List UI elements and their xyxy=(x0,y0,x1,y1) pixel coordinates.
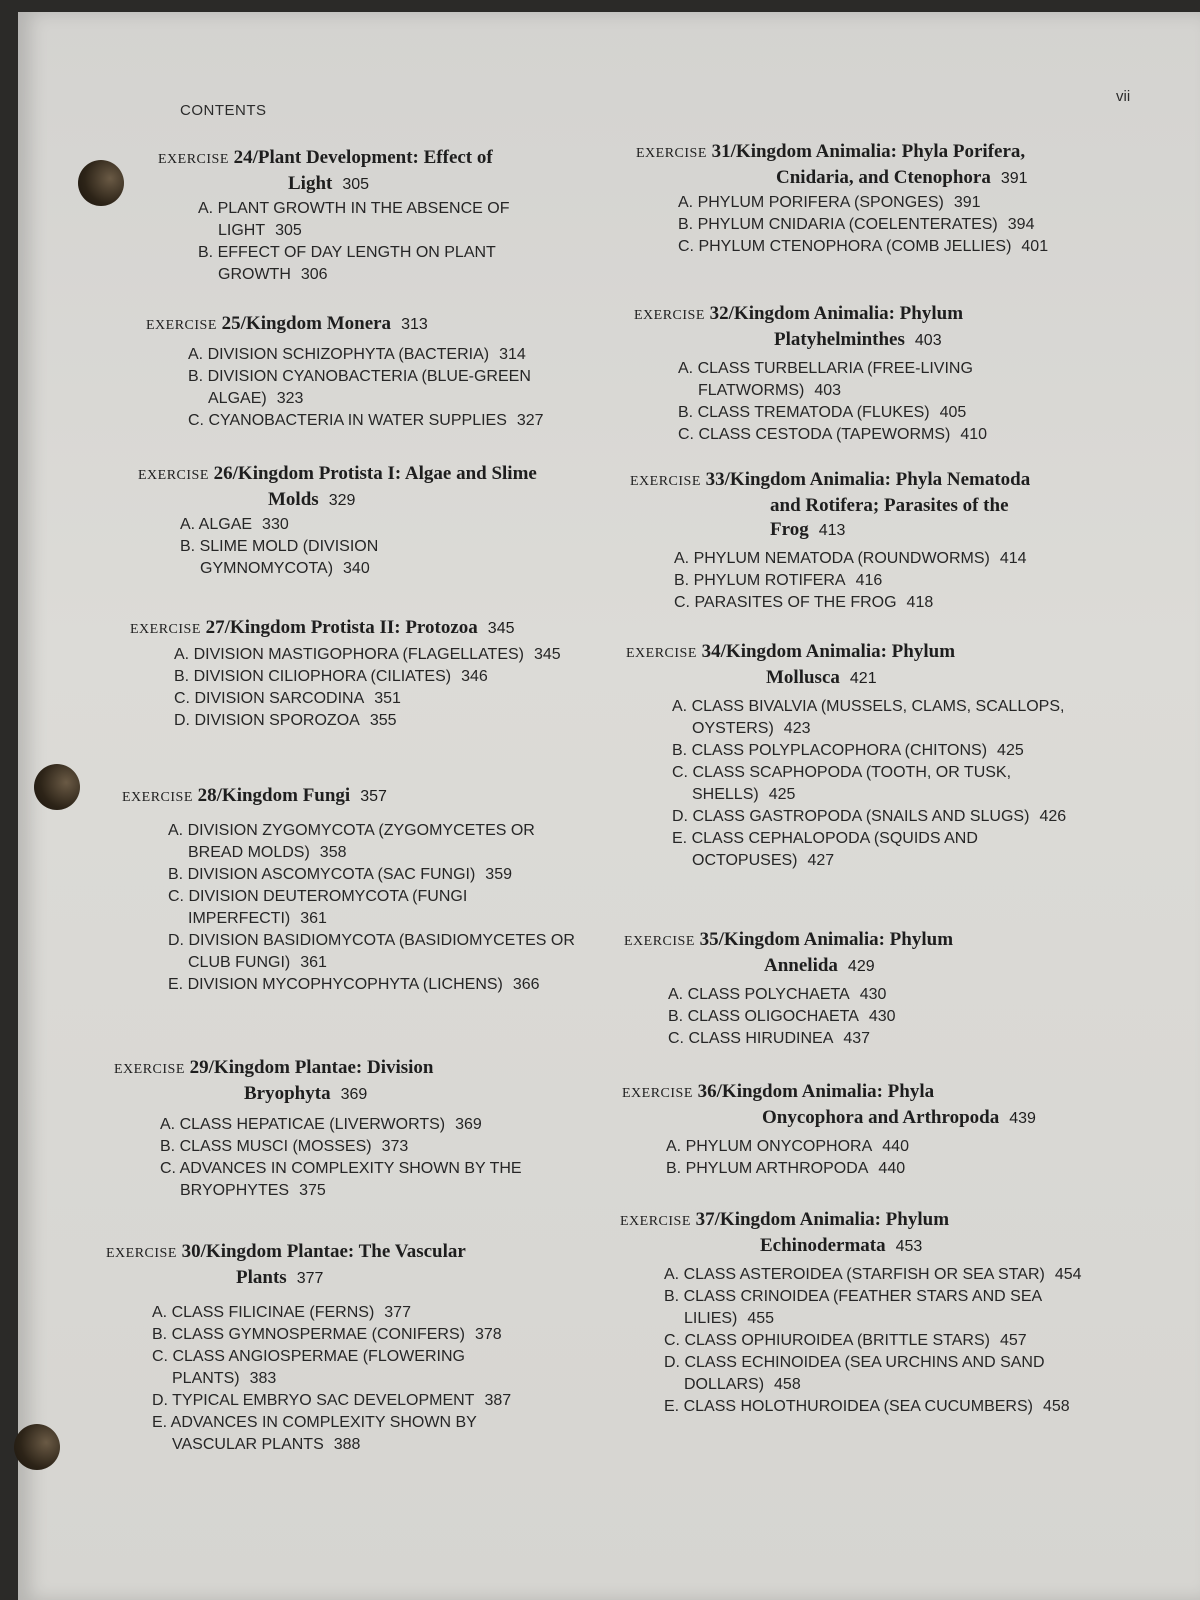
exercise-entries xyxy=(152,1302,552,1456)
binding-hole-bottom xyxy=(14,1424,60,1470)
entry-text: B. PHYLUM ROTIFERA xyxy=(674,572,846,589)
contents-entry xyxy=(188,344,598,366)
entry-page: 440 xyxy=(882,1138,909,1155)
contents-entry xyxy=(664,1352,1104,1396)
entry-page: 416 xyxy=(855,572,883,589)
entry-text: B. CLASS OLIGOCHAETA xyxy=(668,1008,859,1025)
exercise-entries xyxy=(188,344,598,432)
contents-entry xyxy=(672,740,1112,762)
entry-page: 314 xyxy=(499,346,526,363)
entry-page: 323 xyxy=(276,390,304,407)
exercise-title-continued: and Rotifera; Parasites of the xyxy=(770,495,1009,516)
contents-entry xyxy=(678,424,1098,446)
entry-page: 387 xyxy=(484,1392,512,1409)
entry-page: 305 xyxy=(275,222,302,239)
contents-entry xyxy=(678,214,1118,236)
exercise-page: 357 xyxy=(360,788,387,805)
entry-text: E. CLASS CEPHALOPODA (SQUIDS AND OCTOPUSES) xyxy=(672,830,978,869)
entry-page: 346 xyxy=(461,668,488,685)
contents-entry xyxy=(168,820,578,864)
entry-page: 414 xyxy=(999,550,1027,567)
entry-page: 373 xyxy=(381,1138,409,1155)
exercise-heading: EXERCISE 29/Kingdom Plantae: Division Bryophyta 369 xyxy=(114,1056,554,1107)
contents-entry xyxy=(160,1136,600,1158)
contents-entry xyxy=(188,366,598,410)
exercise-number: 32 xyxy=(709,303,729,324)
entry-page: 454 xyxy=(1054,1266,1082,1283)
exercise-number: 29 xyxy=(189,1057,209,1078)
exercise-label: EXERCISE xyxy=(146,318,217,333)
page-number: vii xyxy=(1116,88,1131,105)
entry-page: 388 xyxy=(333,1436,361,1453)
exercise-title-line1: Kingdom Plantae: Division xyxy=(213,1057,434,1078)
exercise-label: EXERCISE xyxy=(626,646,697,661)
entry-page: 457 xyxy=(999,1332,1027,1349)
contents-entry xyxy=(672,806,1112,828)
entry-text: A. CLASS BIVALVIA (MUSSELS, CLAMS, SCALLOPS, OYSTERS) xyxy=(672,698,1065,737)
exercise-page: 429 xyxy=(847,958,875,975)
exercise-entries xyxy=(678,358,1098,446)
contents-entry xyxy=(174,666,564,688)
contents-entry xyxy=(174,710,564,732)
entry-text: C. ADVANCES IN COMPLEXITY SHOWN BY THE BRYOPHYTES xyxy=(160,1160,522,1199)
entry-text: B. CLASS CRINOIDEA (FEATHER STARS AND SEA LILIES) xyxy=(664,1288,1042,1327)
entry-text: A. DIVISION MASTIGOPHORA (FLAGELLATES) xyxy=(174,646,524,663)
contents-entry xyxy=(152,1390,552,1412)
contents-entry xyxy=(672,762,1112,806)
contents-entry xyxy=(672,696,1112,740)
contents-entry xyxy=(174,688,564,710)
entry-page: 430 xyxy=(859,986,887,1003)
entry-page: 430 xyxy=(868,1008,896,1025)
exercise-heading: EXERCISE 31/Kingdom Animalia: Phyla Porifera, Cnidaria, and Ctenophora 391 xyxy=(636,140,1116,191)
exercise-entries xyxy=(666,1136,1066,1180)
entry-text: A. DIVISION ZYGOMYCOTA (ZYGOMYCETES OR BREAD MOLDS) xyxy=(168,822,535,861)
exercise-title-continued: Cnidaria, and Ctenophora 391 xyxy=(776,167,1028,188)
entry-text: B. DIVISION ASCOMYCOTA (SAC FUNGI) xyxy=(168,866,476,883)
exercise-title-line1: Kingdom Animalia: Phylum xyxy=(733,303,964,324)
entry-text: A. CLASS POLYCHAETA xyxy=(668,986,850,1003)
entry-page: 377 xyxy=(384,1304,411,1321)
exercise-heading: EXERCISE 25/Kingdom Monera 313 xyxy=(146,313,428,334)
exercise-entries xyxy=(160,1114,600,1202)
entry-page: 366 xyxy=(512,976,540,993)
entry-text: B. EFFECT OF DAY LENGTH ON PLANT GROWTH xyxy=(198,244,496,283)
exercise-number: 26 xyxy=(213,463,233,484)
entry-text: A. CLASS ASTEROIDEA (STARFISH OR SEA STAR) xyxy=(664,1266,1045,1283)
entry-text: B. DIVISION CYANOBACTERIA (BLUE-GREEN ALGAE) xyxy=(188,368,531,407)
contents-entry xyxy=(168,974,578,996)
contents-entry xyxy=(678,236,1118,258)
contents-entry xyxy=(198,198,578,242)
entry-text: B. PHYLUM CNIDARIA (COELENTERATES) xyxy=(678,216,998,233)
exercise-entries xyxy=(668,984,1068,1050)
exercise-number: 24 xyxy=(233,147,253,168)
exercise-heading: EXERCISE 34/Kingdom Animalia: Phylum Mollusca 421 xyxy=(626,640,1106,691)
contents-entry xyxy=(152,1346,552,1390)
exercise-heading: EXERCISE 28/Kingdom Fungi 357 xyxy=(122,785,387,806)
entry-page: 391 xyxy=(953,194,981,211)
contents-entry xyxy=(668,1028,1068,1050)
entry-text: A. ALGAE xyxy=(180,516,253,533)
exercise-heading: EXERCISE 26/Kingdom Protista I: Algae and Slime Molds 329 xyxy=(138,462,608,513)
contents-entry xyxy=(168,864,578,886)
entry-text: A. CLASS FILICINAE (FERNS) xyxy=(152,1304,375,1321)
exercise-number: 28 xyxy=(197,785,217,806)
exercise-number: 33 xyxy=(705,469,725,490)
entry-page: 427 xyxy=(807,852,835,869)
entry-page: 425 xyxy=(997,742,1024,759)
exercise-title-line1: Kingdom Plantae: The Vascular xyxy=(205,1241,466,1262)
entry-page: 425 xyxy=(768,786,796,803)
exercise-title-continued: Light 305 xyxy=(288,173,370,194)
exercise-label: EXERCISE xyxy=(624,934,695,949)
entry-text: A. PHYLUM NEMATODA (ROUNDWORMS) xyxy=(674,550,990,567)
exercise-entries xyxy=(168,820,578,996)
exercise-title-line1: Plant Development: Effect of xyxy=(257,147,493,168)
exercise-number: 30 xyxy=(181,1241,201,1262)
contents-entry xyxy=(678,402,1098,424)
exercise-number: 35 xyxy=(699,929,719,950)
exercise-title-continued: Bryophyta 369 xyxy=(244,1083,368,1104)
contents-entry xyxy=(160,1114,600,1136)
contents-entry xyxy=(152,1302,552,1324)
exercise-title-line1: Kingdom Animalia: Phyla Porifera, xyxy=(735,141,1026,162)
contents-entry xyxy=(180,514,500,536)
exercise-number: 37 xyxy=(695,1209,715,1230)
entry-text: E. CLASS HOLOTHUROIDEA (SEA CUCUMBERS) xyxy=(664,1398,1033,1415)
entry-page: 437 xyxy=(843,1030,871,1047)
entry-page: 361 xyxy=(300,910,327,927)
exercise-title-continued: Mollusca 421 xyxy=(766,667,877,688)
exercise-page: 391 xyxy=(1000,170,1028,187)
entry-page: 401 xyxy=(1021,238,1049,255)
contents-entry xyxy=(668,984,1068,1006)
exercise-heading: EXERCISE 30/Kingdom Plantae: The Vascular Plants 377 xyxy=(106,1240,546,1291)
contents-entry xyxy=(664,1396,1104,1418)
contents-entry xyxy=(198,242,578,286)
exercise-number: 25 xyxy=(221,313,241,334)
exercise-title-line1: Kingdom Monera xyxy=(245,313,392,334)
contents-entry xyxy=(664,1264,1104,1286)
contents-entry xyxy=(188,410,598,432)
exercise-entries xyxy=(674,548,1134,614)
entry-text: C. DIVISION SARCODINA xyxy=(174,690,365,707)
exercise-heading: EXERCISE 27/Kingdom Protista II: Protozoa 345 xyxy=(130,617,515,638)
exercise-label: EXERCISE xyxy=(122,790,193,805)
entry-text: D. DIVISION BASIDIOMYCOTA (BASIDIOMYCETES OR CLUB FUNGI) xyxy=(168,932,575,971)
contents-entry xyxy=(674,592,1134,614)
entry-page: 383 xyxy=(249,1370,277,1387)
exercise-page: 345 xyxy=(487,620,515,637)
entry-page: 410 xyxy=(960,426,988,443)
entry-text: E. DIVISION MYCOPHYCOPHYTA (LICHENS) xyxy=(168,976,503,993)
entry-text: C. CLASS ANGIOSPERMAE (FLOWERING PLANTS) xyxy=(152,1348,465,1387)
contents-entry xyxy=(666,1158,1066,1180)
contents-entry xyxy=(678,192,1118,214)
entry-page: 359 xyxy=(485,866,512,883)
entry-page: 403 xyxy=(814,382,842,399)
exercise-title-continued: Frog 413 xyxy=(770,519,846,540)
exercise-label: EXERCISE xyxy=(636,146,707,161)
entry-text: C. CLASS HIRUDINEA xyxy=(668,1030,834,1047)
entry-text: B. SLIME MOLD (DIVISION GYMNOMYCOTA) xyxy=(180,538,379,577)
entry-text: A. DIVISION SCHIZOPHYTA (BACTERIA) xyxy=(188,346,490,363)
running-head: CONTENTS xyxy=(180,102,267,119)
entry-page: 340 xyxy=(343,560,370,577)
exercise-title-line1: Kingdom Animalia: Phyla xyxy=(721,1081,935,1102)
entry-text: A. PHYLUM ONYCOPHORA xyxy=(666,1138,873,1155)
exercise-number: 31 xyxy=(711,141,731,162)
entry-page: 351 xyxy=(374,690,401,707)
exercise-title-line1: Kingdom Animalia: Phylum xyxy=(723,929,954,950)
contents-entry xyxy=(674,570,1134,592)
exercise-entries xyxy=(672,696,1112,872)
exercise-page: 313 xyxy=(401,316,428,333)
exercise-entries xyxy=(664,1264,1104,1418)
entry-text: A. CLASS HEPATICAE (LIVERWORTS) xyxy=(160,1116,446,1133)
entry-text: C. CLASS SCAPHOPODA (TOOTH, OR TUSK, SHELLS) xyxy=(672,764,1012,803)
exercise-title-continued: Onycophora and Arthropoda 439 xyxy=(762,1107,1036,1128)
exercise-label: EXERCISE xyxy=(158,152,229,167)
exercise-title-line1: Kingdom Protista I: Algae and Slime xyxy=(237,463,537,484)
entry-text: A. PHYLUM PORIFERA (SPONGES) xyxy=(678,194,944,211)
contents-entry xyxy=(160,1158,600,1202)
entry-page: 418 xyxy=(906,594,934,611)
binding-hole-top xyxy=(78,160,124,206)
entry-text: C. DIVISION DEUTEROMYCOTA (FUNGI IMPERFECTI) xyxy=(168,888,468,927)
contents-entry xyxy=(168,886,578,930)
contents-entry xyxy=(152,1324,552,1346)
entry-text: B. CLASS GYMNOSPERMAE (CONIFERS) xyxy=(152,1326,465,1343)
exercise-heading: EXERCISE 37/Kingdom Animalia: Phylum Echinodermata 453 xyxy=(620,1208,1100,1259)
exercise-title-continued: Annelida 429 xyxy=(764,955,875,976)
entry-page: 405 xyxy=(939,404,967,421)
entry-page: 458 xyxy=(1042,1398,1070,1415)
entry-text: D. CLASS GASTROPODA (SNAILS AND SLUGS) xyxy=(672,808,1030,825)
entry-text: B. CLASS POLYPLACOPHORA (CHITONS) xyxy=(672,742,988,759)
exercise-title-line1: Kingdom Animalia: Phyla Nematoda xyxy=(729,469,1031,490)
exercise-title-line1: Kingdom Animalia: Phylum xyxy=(725,641,956,662)
exercise-label: EXERCISE xyxy=(630,474,701,489)
exercise-title-continued: Platyhelminthes 403 xyxy=(774,329,942,350)
exercise-label: EXERCISE xyxy=(106,1246,177,1261)
entry-text: B. CLASS TREMATODA (FLUKES) xyxy=(678,404,930,421)
exercise-title-continued: Plants 377 xyxy=(236,1267,324,1288)
entry-page: 375 xyxy=(299,1182,326,1199)
entry-page: 358 xyxy=(319,844,347,861)
entry-page: 394 xyxy=(1007,216,1035,233)
exercise-title-continued: Molds 329 xyxy=(268,489,356,510)
exercise-title-continued: Echinodermata 453 xyxy=(760,1235,923,1256)
contents-entry xyxy=(668,1006,1068,1028)
exercise-page: 453 xyxy=(895,1238,923,1255)
contents-entry xyxy=(674,548,1134,570)
contents-entry xyxy=(180,536,500,580)
exercise-entries xyxy=(180,514,500,580)
entry-text: B. PHYLUM ARTHROPODA xyxy=(666,1160,869,1177)
binding-hole-middle xyxy=(34,764,80,810)
entry-text: C. PHYLUM CTENOPHORA (COMB JELLIES) xyxy=(678,238,1012,255)
entry-text: D. TYPICAL EMBRYO SAC DEVELOPMENT xyxy=(152,1392,475,1409)
exercise-page: 403 xyxy=(914,332,942,349)
entry-text: C. CLASS CESTODA (TAPEWORMS) xyxy=(678,426,951,443)
exercise-title-line1: Kingdom Animalia: Phylum xyxy=(719,1209,950,1230)
exercise-number: 34 xyxy=(701,641,721,662)
entry-page: 330 xyxy=(262,516,289,533)
exercise-page: 329 xyxy=(328,492,356,509)
exercise-heading: EXERCISE 36/Kingdom Animalia: Phyla Onycophora and Arthropoda 439 xyxy=(622,1080,1102,1131)
exercise-page: 369 xyxy=(340,1086,368,1103)
entry-page: 440 xyxy=(878,1160,906,1177)
exercise-heading: EXERCISE 24/Plant Development: Effect of Light 305 xyxy=(158,146,598,197)
exercise-page: 413 xyxy=(818,522,846,539)
contents-entry xyxy=(672,828,1112,872)
entry-text: D. DIVISION SPOROZOA xyxy=(174,712,360,729)
entry-text: A. CLASS TURBELLARIA (FREE-LIVING FLATWORMS) xyxy=(678,360,973,399)
entry-text: C. PARASITES OF THE FROG xyxy=(674,594,897,611)
exercise-entries xyxy=(678,192,1118,258)
entry-text: D. CLASS ECHINOIDEA (SEA URCHINS AND SAND DOLLARS) xyxy=(664,1354,1045,1393)
entry-page: 455 xyxy=(747,1310,775,1327)
exercise-label: EXERCISE xyxy=(138,468,209,483)
contents-entry xyxy=(664,1330,1104,1352)
exercise-label: EXERCISE xyxy=(620,1214,691,1229)
entry-page: 355 xyxy=(369,712,397,729)
entry-page: 426 xyxy=(1039,808,1067,825)
exercise-page: 421 xyxy=(849,670,877,687)
exercise-heading: EXERCISE 33/Kingdom Animalia: Phyla Nematoda and Rotifera; Parasites of the Frog 413 xyxy=(630,468,1110,543)
entry-page: 327 xyxy=(516,412,544,429)
entry-text: A. PLANT GROWTH IN THE ABSENCE OF LIGHT xyxy=(198,200,510,239)
exercise-entries xyxy=(174,644,564,732)
entry-text: C. CYANOBACTERIA IN WATER SUPPLIES xyxy=(188,412,507,429)
entry-page: 345 xyxy=(534,646,561,663)
entry-text: B. CLASS MUSCI (MOSSES) xyxy=(160,1138,372,1155)
exercise-title-line1: Kingdom Protista II: Protozoa xyxy=(229,617,478,638)
exercise-label: EXERCISE xyxy=(130,622,201,637)
contents-entry xyxy=(666,1136,1066,1158)
exercise-page: 377 xyxy=(296,1270,324,1287)
exercise-title-line1: Kingdom Fungi xyxy=(221,785,351,806)
exercise-heading: EXERCISE 35/Kingdom Animalia: Phylum Annelida 429 xyxy=(624,928,1104,979)
entry-page: 458 xyxy=(774,1376,801,1393)
entry-page: 306 xyxy=(300,266,328,283)
entry-page: 378 xyxy=(474,1326,502,1343)
contents-entry xyxy=(174,644,564,666)
exercise-entries xyxy=(198,198,578,286)
contents-entry xyxy=(678,358,1098,402)
exercise-page: 439 xyxy=(1009,1110,1036,1127)
entry-text: B. DIVISION CILIOPHORA (CILIATES) xyxy=(174,668,452,685)
exercise-label: EXERCISE xyxy=(622,1086,693,1101)
entry-text: C. CLASS OPHIUROIDEA (BRITTLE STARS) xyxy=(664,1332,990,1349)
entry-text: E. ADVANCES IN COMPLEXITY SHOWN BY VASCULAR PLANTS xyxy=(152,1414,477,1453)
entry-page: 361 xyxy=(300,954,327,971)
exercise-page: 305 xyxy=(342,176,370,193)
entry-page: 423 xyxy=(783,720,811,737)
book-page xyxy=(18,12,1200,1600)
exercise-label: EXERCISE xyxy=(114,1062,185,1077)
contents-entry xyxy=(152,1412,552,1456)
exercise-number: 36 xyxy=(697,1081,717,1102)
exercise-number: 27 xyxy=(205,617,225,638)
exercise-heading: EXERCISE 32/Kingdom Animalia: Phylum Platyhelminthes 403 xyxy=(634,302,1114,353)
contents-entry xyxy=(168,930,578,974)
exercise-label: EXERCISE xyxy=(634,308,705,323)
contents-entry xyxy=(664,1286,1104,1330)
entry-page: 369 xyxy=(455,1116,482,1133)
